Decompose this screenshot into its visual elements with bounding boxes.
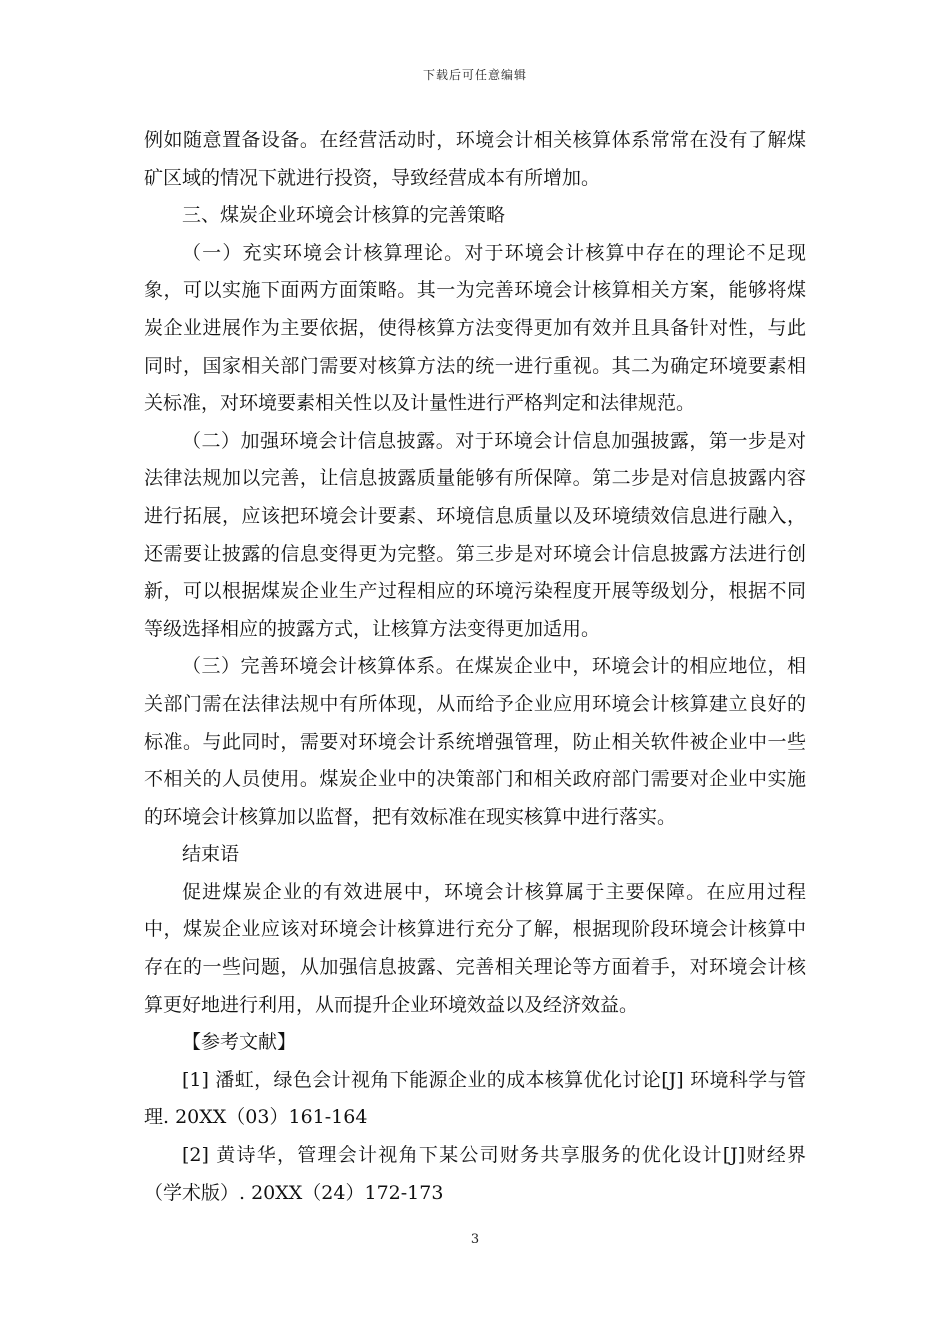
section-heading-strategies: 三、煤炭企业环境会计核算的完善策略 [182,204,506,227]
page-header: 下载后可任意编辑 [422,68,527,82]
document-body [144,122,806,1212]
paragraph-continuation: 例如随意置备设备。在经营活动时，环境会计相关核算体系常常在没有了解煤矿区域的情况下就进行投资，导致经营成本有所增加。 [144,129,806,189]
paragraph-conclusion: 促进煤炭企业的有效进展中，环境会计核算属于主要保障。在应用过程中，煤炭企业应该对环境会计核算进行充分了解，根据现阶段环境会计核算中存在的一些问题，从加强信息披露、完善相关理论等方面着手，对环境会计核算更好地进行利用，从而提升企业环境效益以及经济效益。 [144,880,806,1016]
paragraph-disclosure: （二）加强环境会计信息披露。对于环境会计信息加强披露，第一步是对法律法规加以完善，让信息披露质量能够有所保障。第二步是对信息披露内容进行拓展，应该把环境会计要素、环境信息质量以及环境绩效信息进行融入，还需要让披露的信息变得更为完整。第三步是对环境会计信息披露方法进行创新，可以根据煤炭企业生产过程相应的环境污染程度开展等级划分，根据不同等级选择相应的披露方式，让核算方法变得更加适用。 [144,429,806,640]
paragraph-system: （三）完善环境会计核算体系。在煤炭企业中，环境会计的相应地位，相关部门需在法律法规中有所体现，从而给予企业应用环境会计核算建立良好的标准。与此同时，需要对环境会计系统增强管理，防止相关软件被企业中一些不相关的人员使用。煤炭企业中的决策部门和相关政府部门需要对企业中实施的环境会计核算加以监督，把有效标准在现实核算中进行落实。 [144,655,806,828]
reference-item-1: [1] 潘虹，绿色会计视角下能源企业的成本核算优化讨论[J] 环境科学与管理. 20XX（03）161-164 [144,1068,806,1129]
references-heading: 【参考文献】 [182,1031,297,1054]
page-number: 3 [470,1232,480,1247]
conclusion-heading: 结束语 [182,843,240,866]
reference-item-2: [2] 黄诗华，管理会计视角下某公司财务共享服务的优化设计[J]财经界（学术版）. 20XX（24）172-173 [144,1144,806,1204]
paragraph-theory: （一）充实环境会计核算理论。对于环境会计核算中存在的理论不足现象，可以实施下面两方面策略。其一为完善环境会计核算相关方案，能够将煤炭企业进展作为主要依据，使得核算方法变得更加有效并且具备针对性，与此同时，国家相关部门需要对核算方法的统一进行重视。其二为确定环境要素相关标准，对环境要素相关性以及计量性进行严格判定和法律规范。 [144,241,806,415]
